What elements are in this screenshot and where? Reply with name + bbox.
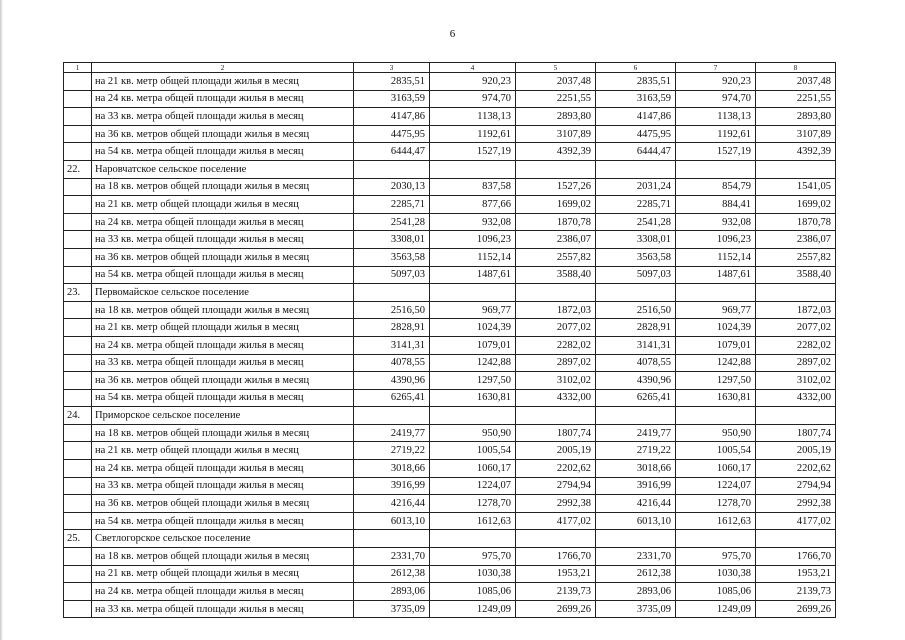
- tariff-table-container: [63, 62, 835, 618]
- value-cell: 3018,66: [596, 460, 676, 478]
- value-cell: 1297,50: [430, 372, 516, 390]
- column-header: 8: [756, 63, 836, 73]
- page-number: 6: [449, 28, 456, 40]
- row-description: на 33 кв. метра общей площади жилья в месяц: [92, 600, 354, 618]
- value-cell: 1079,01: [430, 336, 516, 354]
- empty-cell: [64, 125, 92, 143]
- value-cell: 2893,80: [756, 108, 836, 126]
- value-cell: 950,90: [676, 424, 756, 442]
- value-cell: 1005,54: [676, 442, 756, 460]
- value-cell: 2893,80: [516, 108, 596, 126]
- empty-cell: [64, 266, 92, 284]
- value-cell: 3102,02: [756, 372, 836, 390]
- value-cell: 3735,09: [596, 600, 676, 618]
- value-cell: 4392,39: [516, 143, 596, 161]
- value-cell: 2037,48: [516, 73, 596, 91]
- empty-cell: [756, 407, 836, 425]
- value-cell: 2893,06: [354, 583, 430, 601]
- value-cell: 1192,61: [676, 125, 756, 143]
- value-cell: 3141,31: [596, 336, 676, 354]
- value-cell: 3107,89: [516, 125, 596, 143]
- value-cell: 3308,01: [354, 231, 430, 249]
- value-cell: 2699,26: [516, 600, 596, 618]
- value-cell: 1030,38: [676, 565, 756, 583]
- value-cell: 6013,10: [596, 512, 676, 530]
- value-cell: 974,70: [430, 90, 516, 108]
- value-cell: 3588,40: [756, 266, 836, 284]
- value-cell: 1030,38: [430, 565, 516, 583]
- table-row: [64, 389, 836, 407]
- value-cell: 1249,09: [676, 600, 756, 618]
- value-cell: 975,70: [430, 548, 516, 566]
- empty-cell: [596, 284, 676, 302]
- value-cell: 4216,44: [354, 495, 430, 513]
- value-cell: 2557,82: [756, 248, 836, 266]
- column-header: 3: [354, 63, 430, 73]
- empty-cell: [64, 108, 92, 126]
- value-cell: 2992,38: [516, 495, 596, 513]
- empty-cell: [596, 407, 676, 425]
- table-row: [64, 424, 836, 442]
- value-cell: 6265,41: [596, 389, 676, 407]
- empty-cell: [64, 336, 92, 354]
- table-row: [64, 336, 836, 354]
- value-cell: 3163,59: [596, 90, 676, 108]
- empty-cell: [64, 143, 92, 161]
- value-cell: 1085,06: [430, 583, 516, 601]
- empty-cell: [596, 160, 676, 178]
- value-cell: 1060,17: [676, 460, 756, 478]
- empty-cell: [64, 512, 92, 530]
- value-cell: 920,23: [676, 73, 756, 91]
- column-header: 5: [516, 63, 596, 73]
- value-cell: 4475,95: [354, 125, 430, 143]
- table-row: [64, 248, 836, 266]
- value-cell: 4390,96: [596, 372, 676, 390]
- row-description: на 21 кв. метр общей площади жилья в месяц: [92, 565, 354, 583]
- empty-cell: [756, 160, 836, 178]
- table-body: [64, 73, 836, 618]
- table-row: [64, 196, 836, 214]
- value-cell: 2612,38: [354, 565, 430, 583]
- value-cell: 4392,39: [756, 143, 836, 161]
- value-cell: 2893,06: [596, 583, 676, 601]
- table-row: [64, 583, 836, 601]
- row-description: на 33 кв. метра общей площади жилья в месяц: [92, 108, 354, 126]
- column-number-row: [64, 63, 836, 73]
- row-description: на 21 кв. метр общей площади жилья в месяц: [92, 319, 354, 337]
- value-cell: 1487,61: [430, 266, 516, 284]
- empty-cell: [516, 160, 596, 178]
- value-cell: 3588,40: [516, 266, 596, 284]
- section-number: 24.: [64, 407, 92, 425]
- table-row: [64, 90, 836, 108]
- empty-cell: [64, 389, 92, 407]
- value-cell: 4390,96: [354, 372, 430, 390]
- value-cell: 2202,62: [516, 460, 596, 478]
- row-description: на 36 кв. метров общей площади жилья в месяц: [92, 248, 354, 266]
- row-description: на 18 кв. метров общей площади жилья в месяц: [92, 178, 354, 196]
- value-cell: 2331,70: [596, 548, 676, 566]
- table-row: [64, 442, 836, 460]
- value-cell: 2077,02: [756, 319, 836, 337]
- value-cell: 2897,02: [756, 354, 836, 372]
- empty-cell: [354, 530, 430, 548]
- column-header: 1: [64, 63, 92, 73]
- section-number: 22.: [64, 160, 92, 178]
- value-cell: 1612,63: [430, 512, 516, 530]
- value-cell: 1870,78: [756, 213, 836, 231]
- empty-cell: [516, 284, 596, 302]
- value-cell: 6265,41: [354, 389, 430, 407]
- row-description: на 24 кв. метра общей площади жилья в месяц: [92, 213, 354, 231]
- table-row: [64, 512, 836, 530]
- value-cell: 1192,61: [430, 125, 516, 143]
- value-cell: 2699,26: [756, 600, 836, 618]
- column-header: 2: [92, 63, 354, 73]
- empty-cell: [676, 284, 756, 302]
- table-row: [64, 213, 836, 231]
- value-cell: 5097,03: [354, 266, 430, 284]
- empty-cell: [64, 231, 92, 249]
- value-cell: 1527,19: [676, 143, 756, 161]
- table-row: [64, 231, 836, 249]
- value-cell: 1766,70: [516, 548, 596, 566]
- row-description: на 33 кв. метра общей площади жилья в месяц: [92, 477, 354, 495]
- table-row: [64, 354, 836, 372]
- value-cell: 1138,13: [430, 108, 516, 126]
- empty-cell: [64, 248, 92, 266]
- value-cell: 1138,13: [676, 108, 756, 126]
- row-description: на 54 кв. метра общей площади жилья в месяц: [92, 143, 354, 161]
- table-row: [64, 565, 836, 583]
- value-cell: 877,66: [430, 196, 516, 214]
- value-cell: 2835,51: [596, 73, 676, 91]
- value-cell: 3308,01: [596, 231, 676, 249]
- value-cell: 1953,21: [516, 565, 596, 583]
- value-cell: 2897,02: [516, 354, 596, 372]
- row-description: на 18 кв. метров общей площади жилья в месяц: [92, 548, 354, 566]
- value-cell: 969,77: [430, 301, 516, 319]
- section-title: Наровчатское сельское поселение: [92, 160, 354, 178]
- empty-cell: [676, 530, 756, 548]
- value-cell: 854,79: [676, 178, 756, 196]
- value-cell: 2794,94: [516, 477, 596, 495]
- value-cell: 975,70: [676, 548, 756, 566]
- section-row: [64, 160, 836, 178]
- empty-cell: [64, 424, 92, 442]
- value-cell: 3916,99: [596, 477, 676, 495]
- empty-cell: [430, 407, 516, 425]
- value-cell: 2251,55: [756, 90, 836, 108]
- value-cell: 2005,19: [756, 442, 836, 460]
- value-cell: 4078,55: [596, 354, 676, 372]
- value-cell: 2516,50: [596, 301, 676, 319]
- value-cell: 1807,74: [516, 424, 596, 442]
- value-cell: 1541,05: [756, 178, 836, 196]
- value-cell: 932,08: [676, 213, 756, 231]
- value-cell: 4332,00: [756, 389, 836, 407]
- empty-cell: [64, 73, 92, 91]
- value-cell: 2077,02: [516, 319, 596, 337]
- tariff-table: [63, 62, 836, 618]
- empty-cell: [64, 178, 92, 196]
- row-description: на 33 кв. метра общей площади жилья в месяц: [92, 354, 354, 372]
- section-title: Приморское сельское поселение: [92, 407, 354, 425]
- value-cell: 1699,02: [756, 196, 836, 214]
- value-cell: 5097,03: [596, 266, 676, 284]
- row-description: на 36 кв. метров общей площади жилья в месяц: [92, 495, 354, 513]
- empty-cell: [64, 301, 92, 319]
- value-cell: 4078,55: [354, 354, 430, 372]
- empty-cell: [354, 160, 430, 178]
- value-cell: 6444,47: [596, 143, 676, 161]
- value-cell: 2557,82: [516, 248, 596, 266]
- value-cell: 1224,07: [676, 477, 756, 495]
- scan-edge: [0, 0, 3, 640]
- table-row: [64, 495, 836, 513]
- value-cell: 2005,19: [516, 442, 596, 460]
- value-cell: 1527,26: [516, 178, 596, 196]
- value-cell: 2285,71: [596, 196, 676, 214]
- value-cell: 3735,09: [354, 600, 430, 618]
- value-cell: 1224,07: [430, 477, 516, 495]
- value-cell: 2031,24: [596, 178, 676, 196]
- row-description: на 54 кв. метра общей площади жилья в месяц: [92, 389, 354, 407]
- value-cell: 974,70: [676, 90, 756, 108]
- value-cell: 2719,22: [596, 442, 676, 460]
- value-cell: 1870,78: [516, 213, 596, 231]
- table-row: [64, 143, 836, 161]
- empty-cell: [430, 160, 516, 178]
- value-cell: 2794,94: [756, 477, 836, 495]
- value-cell: 4216,44: [596, 495, 676, 513]
- value-cell: 1766,70: [756, 548, 836, 566]
- value-cell: 1024,39: [676, 319, 756, 337]
- value-cell: 2386,07: [756, 231, 836, 249]
- row-description: на 24 кв. метра общей площади жилья в месяц: [92, 460, 354, 478]
- empty-cell: [64, 319, 92, 337]
- value-cell: 1278,70: [430, 495, 516, 513]
- value-cell: 2251,55: [516, 90, 596, 108]
- value-cell: 1807,74: [756, 424, 836, 442]
- empty-cell: [64, 213, 92, 231]
- empty-cell: [676, 160, 756, 178]
- value-cell: 6444,47: [354, 143, 430, 161]
- table-row: [64, 125, 836, 143]
- value-cell: 1953,21: [756, 565, 836, 583]
- value-cell: 3916,99: [354, 477, 430, 495]
- table-row: [64, 73, 836, 91]
- value-cell: 969,77: [676, 301, 756, 319]
- value-cell: 3018,66: [354, 460, 430, 478]
- value-cell: 2719,22: [354, 442, 430, 460]
- value-cell: 3563,58: [596, 248, 676, 266]
- value-cell: 1060,17: [430, 460, 516, 478]
- empty-cell: [516, 407, 596, 425]
- value-cell: 2285,71: [354, 196, 430, 214]
- table-row: [64, 301, 836, 319]
- value-cell: 4177,02: [756, 512, 836, 530]
- section-row: [64, 407, 836, 425]
- row-description: на 24 кв. метра общей площади жилья в месяц: [92, 336, 354, 354]
- value-cell: 2828,91: [596, 319, 676, 337]
- value-cell: 2541,28: [354, 213, 430, 231]
- column-header: 4: [430, 63, 516, 73]
- value-cell: 3141,31: [354, 336, 430, 354]
- empty-cell: [354, 407, 430, 425]
- value-cell: 1872,03: [756, 301, 836, 319]
- value-cell: 1242,88: [676, 354, 756, 372]
- row-description: на 24 кв. метра общей площади жилья в месяц: [92, 90, 354, 108]
- section-title: Светлогорское сельское поселение: [92, 530, 354, 548]
- value-cell: 1612,63: [676, 512, 756, 530]
- section-title: Первомайское сельское поселение: [92, 284, 354, 302]
- value-cell: 2419,77: [354, 424, 430, 442]
- empty-cell: [596, 530, 676, 548]
- value-cell: 1487,61: [676, 266, 756, 284]
- value-cell: 932,08: [430, 213, 516, 231]
- section-row: [64, 530, 836, 548]
- value-cell: 2386,07: [516, 231, 596, 249]
- row-description: на 54 кв. метра общей площади жилья в месяц: [92, 266, 354, 284]
- value-cell: 1630,81: [676, 389, 756, 407]
- table-row: [64, 372, 836, 390]
- value-cell: 1278,70: [676, 495, 756, 513]
- row-description: на 24 кв. метра общей площади жилья в месяц: [92, 583, 354, 601]
- table-row: [64, 319, 836, 337]
- value-cell: 6013,10: [354, 512, 430, 530]
- value-cell: 4147,86: [354, 108, 430, 126]
- row-description: на 36 кв. метров общей площади жилья в месяц: [92, 372, 354, 390]
- row-description: на 21 кв. метр общей площади жилья в месяц: [92, 442, 354, 460]
- empty-cell: [64, 196, 92, 214]
- section-number: 25.: [64, 530, 92, 548]
- value-cell: 1297,50: [676, 372, 756, 390]
- empty-cell: [64, 354, 92, 372]
- value-cell: 1527,19: [430, 143, 516, 161]
- value-cell: 1699,02: [516, 196, 596, 214]
- empty-cell: [64, 565, 92, 583]
- table-row: [64, 477, 836, 495]
- value-cell: 4475,95: [596, 125, 676, 143]
- empty-cell: [64, 477, 92, 495]
- value-cell: 2139,73: [756, 583, 836, 601]
- value-cell: 2992,38: [756, 495, 836, 513]
- value-cell: 4332,00: [516, 389, 596, 407]
- empty-cell: [516, 530, 596, 548]
- value-cell: 1079,01: [676, 336, 756, 354]
- empty-cell: [64, 495, 92, 513]
- value-cell: 3563,58: [354, 248, 430, 266]
- row-description: на 18 кв. метров общей площади жилья в месяц: [92, 301, 354, 319]
- value-cell: 1005,54: [430, 442, 516, 460]
- empty-cell: [756, 284, 836, 302]
- value-cell: 2139,73: [516, 583, 596, 601]
- value-cell: 1085,06: [676, 583, 756, 601]
- value-cell: 1872,03: [516, 301, 596, 319]
- section-row: [64, 284, 836, 302]
- empty-cell: [430, 530, 516, 548]
- table-row: [64, 460, 836, 478]
- column-header: 6: [596, 63, 676, 73]
- value-cell: 2419,77: [596, 424, 676, 442]
- table-row: [64, 178, 836, 196]
- column-header: 7: [676, 63, 756, 73]
- row-description: на 21 кв. метр общей площади жилья в месяц: [92, 196, 354, 214]
- value-cell: 4147,86: [596, 108, 676, 126]
- empty-cell: [64, 600, 92, 618]
- value-cell: 2202,62: [756, 460, 836, 478]
- empty-cell: [354, 284, 430, 302]
- empty-cell: [756, 530, 836, 548]
- value-cell: 1096,23: [676, 231, 756, 249]
- value-cell: 1630,81: [430, 389, 516, 407]
- row-description: на 21 кв. метр общей площади жилья в месяц: [92, 73, 354, 91]
- value-cell: 837,58: [430, 178, 516, 196]
- empty-cell: [430, 284, 516, 302]
- value-cell: 884,41: [676, 196, 756, 214]
- row-description: на 33 кв. метра общей площади жилья в месяц: [92, 231, 354, 249]
- table-row: [64, 266, 836, 284]
- section-number: 23.: [64, 284, 92, 302]
- empty-cell: [64, 372, 92, 390]
- empty-cell: [64, 460, 92, 478]
- value-cell: 2282,02: [516, 336, 596, 354]
- value-cell: 3107,89: [756, 125, 836, 143]
- empty-cell: [676, 407, 756, 425]
- value-cell: 920,23: [430, 73, 516, 91]
- value-cell: 2030,13: [354, 178, 430, 196]
- empty-cell: [64, 583, 92, 601]
- empty-cell: [64, 442, 92, 460]
- table-row: [64, 600, 836, 618]
- empty-cell: [64, 548, 92, 566]
- row-description: на 54 кв. метра общей площади жилья в месяц: [92, 512, 354, 530]
- value-cell: 2828,91: [354, 319, 430, 337]
- value-cell: 2835,51: [354, 73, 430, 91]
- row-description: на 18 кв. метров общей площади жилья в месяц: [92, 424, 354, 442]
- value-cell: 3102,02: [516, 372, 596, 390]
- value-cell: 1242,88: [430, 354, 516, 372]
- value-cell: 2612,38: [596, 565, 676, 583]
- table-row: [64, 548, 836, 566]
- value-cell: 3163,59: [354, 90, 430, 108]
- value-cell: 1249,09: [430, 600, 516, 618]
- value-cell: 2516,50: [354, 301, 430, 319]
- value-cell: 1152,14: [430, 248, 516, 266]
- row-description: на 36 кв. метров общей площади жилья в месяц: [92, 125, 354, 143]
- value-cell: 2541,28: [596, 213, 676, 231]
- value-cell: 1096,23: [430, 231, 516, 249]
- value-cell: 1152,14: [676, 248, 756, 266]
- value-cell: 4177,02: [516, 512, 596, 530]
- value-cell: 2037,48: [756, 73, 836, 91]
- table-row: [64, 108, 836, 126]
- value-cell: 950,90: [430, 424, 516, 442]
- value-cell: 1024,39: [430, 319, 516, 337]
- value-cell: 2331,70: [354, 548, 430, 566]
- value-cell: 2282,02: [756, 336, 836, 354]
- empty-cell: [64, 90, 92, 108]
